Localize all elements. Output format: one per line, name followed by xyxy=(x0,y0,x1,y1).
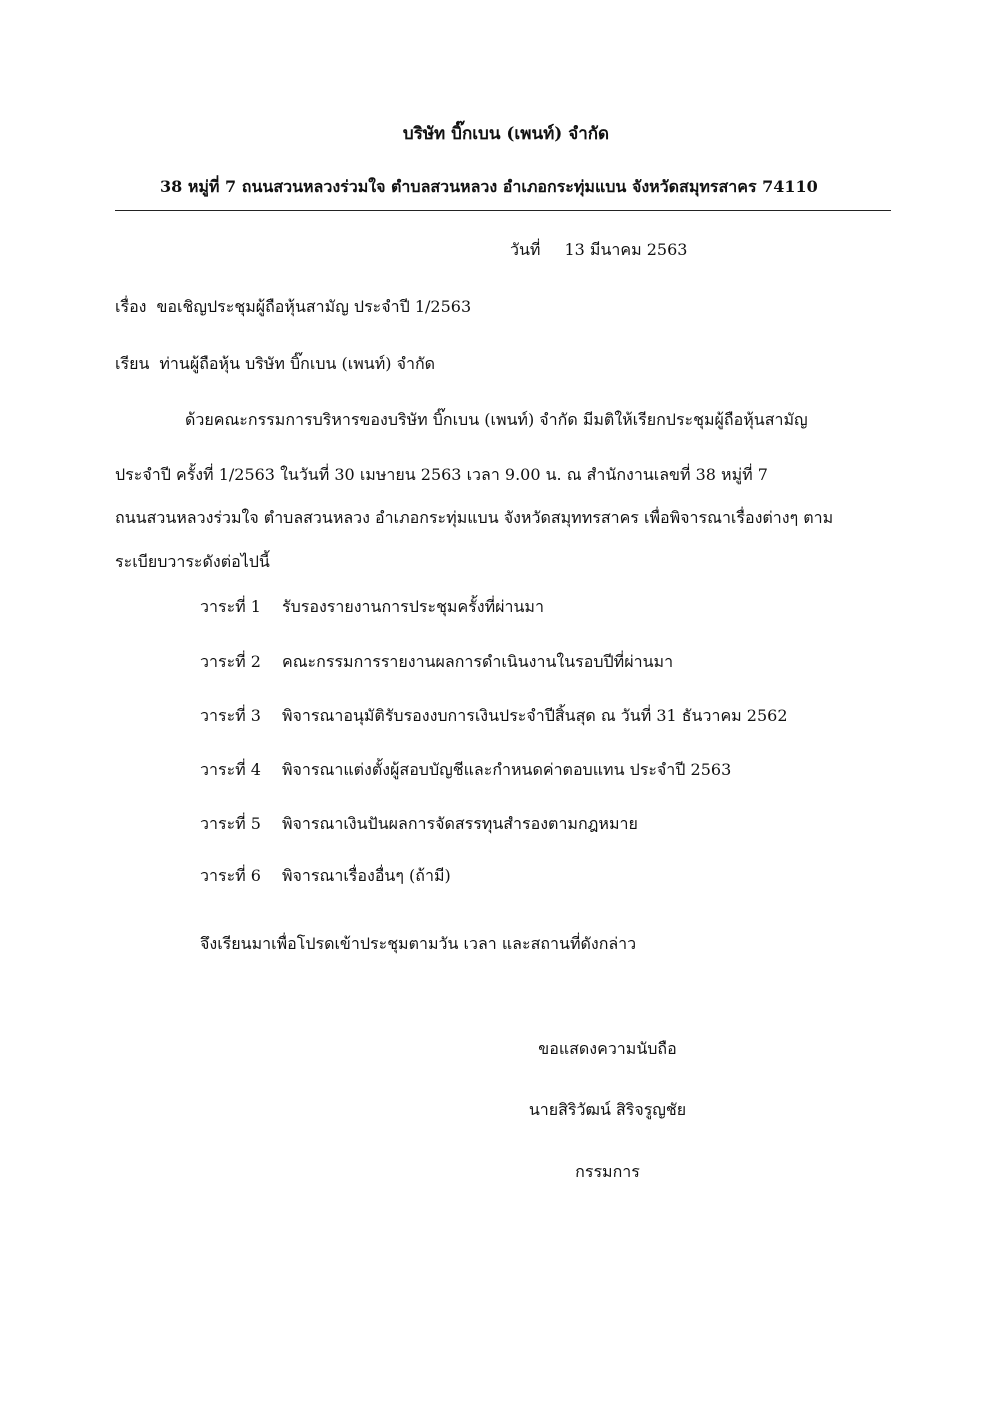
subject-text: ขอเชิญประชุมผู้ถือหุ้นสามัญ ประจำปี 1/2563 xyxy=(156,297,472,316)
date-label: วันที่ xyxy=(510,240,541,259)
body-line: ประจำปี ครั้งที่ 1/2563 ในวันที่ 30 เมษายน 2563 เวลา 9.00 น. ณ สำนักงานเลขที่ 38 หมู่ที่ 7 xyxy=(115,465,768,484)
agenda-number: วาระที่ 5 xyxy=(200,814,261,833)
body-line: ระเบียบวาระดังต่อไปนี้ xyxy=(115,552,270,571)
agenda-item xyxy=(200,704,788,729)
date-value: 13 มีนาคม 2563 xyxy=(564,240,688,259)
signatory-position: กรรมการ xyxy=(575,1162,640,1181)
signatory-name: นายสิริวัฒน์ สิริจรูญชัย xyxy=(528,1100,687,1119)
agenda-number: วาระที่ 4 xyxy=(200,760,261,779)
company-name: บริษัท บิ๊กเบน (เพนท์) จำกัด xyxy=(402,124,610,144)
agenda-item xyxy=(200,864,451,889)
agenda-number: วาระที่ 1 xyxy=(200,597,261,616)
agenda-text: พิจารณาอนุมัติรับรองงบการเงินประจำปีสิ้นสุด ณ วันที่ 31 ธันวาคม 2562 xyxy=(282,706,788,725)
closing-sentence: จึงเรียนมาเพื่อโปรดเข้าประชุมตามวัน เวลา และสถานที่ดังกล่าว xyxy=(200,934,637,953)
agenda-number: วาระที่ 6 xyxy=(200,866,261,885)
agenda-text: รับรองรายงานการประชุมครั้งที่ผ่านมา xyxy=(282,597,544,616)
agenda-item xyxy=(200,650,673,675)
company-address: 38 หมู่ที่ 7 ถนนสวนหลวงร่วมใจ ตำบลสวนหลวง อำเภอกระทุ่มแบน จังหวัดสมุทรสาคร 74110 xyxy=(160,177,818,196)
agenda-item xyxy=(200,595,544,620)
recipient-line xyxy=(115,352,435,377)
letterhead-divider xyxy=(115,210,891,211)
signature-salutation: ขอแสดงความนับถือ xyxy=(538,1039,677,1058)
agenda-text: พิจารณาเงินปันผลการจัดสรรทุนสำรองตามกฎหมาย xyxy=(282,814,638,833)
agenda-item xyxy=(200,812,638,837)
agenda-number: วาระที่ 3 xyxy=(200,706,261,725)
recipient-text: ท่านผู้ถือหุ้น บริษัท บิ๊กเบน (เพนท์) จำกัด xyxy=(159,354,436,373)
agenda-text: คณะกรรมการรายงานผลการดำเนินงานในรอบปีที่ผ่านมา xyxy=(282,652,674,671)
subject-line xyxy=(115,295,471,320)
subject-label: เรื่อง xyxy=(115,297,147,316)
agenda-text: พิจารณาเรื่องอื่นๆ (ถ้ามี) xyxy=(282,866,451,885)
body-line: ถนนสวนหลวงร่วมใจ ตำบลสวนหลวง อำเภอกระทุ่มแบน จังหวัดสมุททรสาคร เพื่อพิจารณาเรื่องต่างๆ ตาม xyxy=(115,508,834,527)
recipient-label: เรียน xyxy=(115,354,150,373)
agenda-text: พิจารณาแต่งตั้งผู้สอบบัญชีและกำหนดค่าตอบแทน ประจำปี 2563 xyxy=(282,760,732,779)
body-line: ด้วยคณะกรรมการบริหารของบริษัท บิ๊กเบน (เพนท์) จำกัด มีมติให้เรียกประชุมผู้ถือหุ้นสามัญ xyxy=(185,410,808,429)
agenda-item xyxy=(200,758,731,783)
agenda-number: วาระที่ 2 xyxy=(200,652,261,671)
letter-date xyxy=(510,238,687,263)
